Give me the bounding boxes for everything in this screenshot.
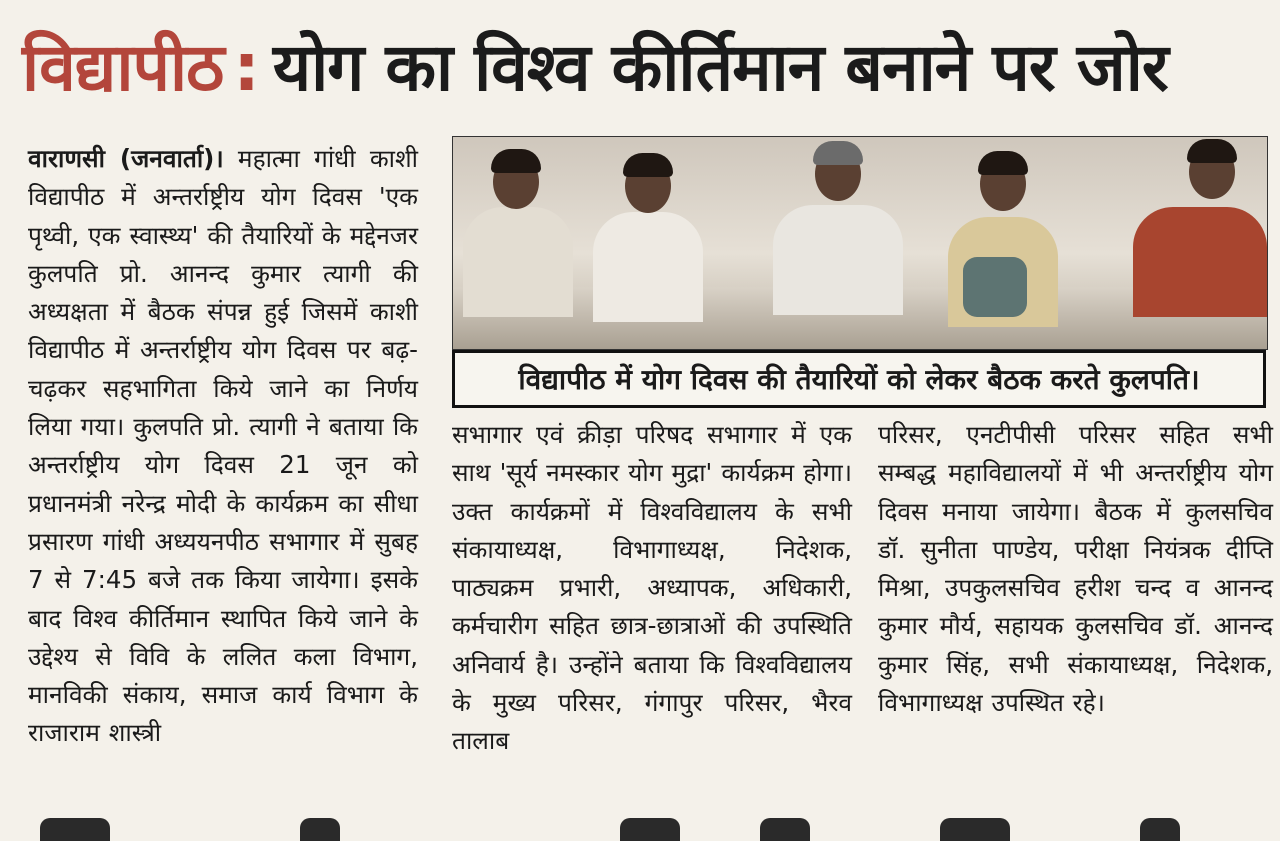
article-text-col1: महात्मा गांधी काशी विद्यापीठ में अन्तर्राष्ट्रीय योग दिवस 'एक पृथ्वी, एक स्वास्थ्य' की तैयारियों के मद्देनजर कुलपति प्रो. आनन्द कुमार त्यागी की अध्यक्षता में बैठक संपन्न हुई जिसमें काशी विद्यापीठ में अन्तर्राष्ट्रीय योग दिवस पर बढ़-चढ़कर सहभागिता किये जाने का निर्णय लिया गया। कुलपति प्रो. त्यागी ने बताया कि अन्तर्राष्ट्रीय योग दिवस 21 जून को प्रधानमंत्री नरेन्द्र मोदी के कार्यक्रम का सीधा प्रसारण गांधी अध्ययनपीठ सभागार में सुबह 7 से 7:45 बजे तक किया जायेगा। इसके बाद विश्व कीर्तिमान स्थापित किये जाने के उद्देश्य से विवि के ललित कला विभाग, मानविकी संकाय, समाज कार्य विभाग के राजाराम शास्त्री [28,144,419,748]
article-column-2 [452,416,852,761]
headline-separator: : [233,29,259,106]
article-text-col2: सभागार एवं क्रीड़ा परिषद सभागार में एक साथ 'सूर्य नमस्कार योग मुद्रा' कार्यक्रम होगा। उक्त कार्यक्रमों में विश्वविद्यालय के सभी संकायाध्यक्ष, विभागाध्यक्ष, निदेशक, पाठ्यक्रम प्रभारी, अध्यापक, अधिकारी, कर्मचारीग सहित छात्र-छात्राओं की उपस्थिति अनिवार्य है। उन्होंने बताया कि विश्वविद्यालय के मुख्य परिसर, गंगापुर परिसर, भैरव तालाब [452,420,852,756]
meeting-photo-icon [452,136,1268,350]
headline [22,18,1272,118]
photo-caption: विद्यापीठ में योग दिवस की तैयारियों को लेकर बैठक करते कुलपति। [452,350,1266,408]
article-text-col3: परिसर, एनटीपीसी परिसर सहित सभी सम्बद्ध महाविद्यालयों में भी अन्तर्राष्ट्रीय योग दिवस मनाया जायेगा। बैठक में कुलसचिव डॉ. सुनीता पाण्डेय, परीक्षा नियंत्रक दीप्ति मिश्रा, उपकुलसचिव हरीश चन्द व आनन्द कुमार मौर्य, सहायक कुलसचिव डॉ. आनन्द कुमार सिंह, सभी संकायाध्यक्ष, निदेशक, विभागाध्यक्ष उपस्थित रहे। [878,420,1273,718]
article-column-3 [878,416,1273,722]
next-headline-fragment [0,812,1280,841]
article-column-1 [28,140,418,753]
headline-prefix: विद्यापीठ [22,29,224,106]
dateline: वाराणसी (जनवार्ता)। [28,144,224,173]
headline-main: योग का विश्व कीर्तिमान बनाने पर जोर [272,29,1168,106]
